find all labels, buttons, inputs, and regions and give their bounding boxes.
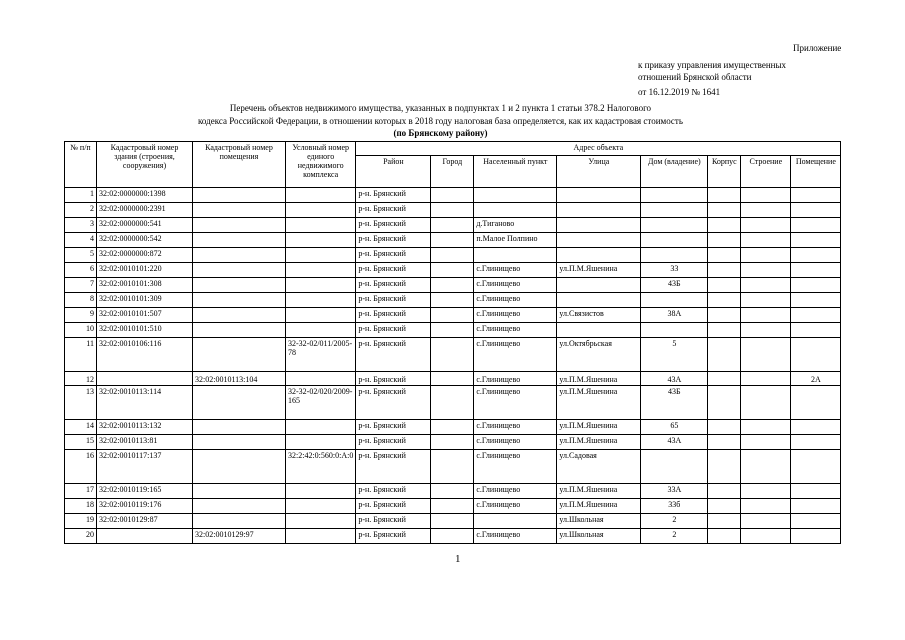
cell-structure: [741, 188, 791, 203]
cell-city: [431, 278, 474, 293]
cell-korpus: [708, 263, 741, 278]
cell-settlement: с.Глинищево: [474, 420, 557, 435]
cell-street: [557, 323, 641, 338]
cell-conditional-number: [286, 293, 356, 308]
cell-building-cadastral-number: 32:02:0010101:308: [97, 278, 193, 293]
table-row: [65, 386, 841, 420]
cell-room: [791, 233, 841, 248]
cell-conditional-number: [286, 372, 356, 386]
cell-settlement: с.Глинищево: [474, 372, 557, 386]
cell-conditional-number: [286, 529, 356, 544]
header-structure: Строение: [741, 156, 791, 188]
cell-settlement: с.Глинищево: [474, 263, 557, 278]
cell-room: [791, 323, 841, 338]
cell-building-cadastral-number: 32:02:0010101:510: [97, 323, 193, 338]
cell-district: р-н. Брянский: [356, 514, 431, 529]
cell-premise-cadastral-number: [193, 484, 286, 499]
table-row: [65, 435, 841, 450]
cell-settlement: с.Глинищево: [474, 308, 557, 323]
cell-district: р-н. Брянский: [356, 308, 431, 323]
cell-street: ул.П.М.Яшенина: [557, 386, 641, 420]
cell-house-number: 33: [641, 263, 708, 278]
order-date-number: от 16.12.2019 № 1641: [638, 87, 721, 97]
header-address: Адрес объекта: [356, 142, 841, 156]
header-house: Дом (владение): [641, 156, 708, 188]
cell-premise-cadastral-number: [193, 499, 286, 514]
header-korpus: Корпус: [708, 156, 741, 188]
cell-conditional-number: [286, 435, 356, 450]
cell-structure: [741, 248, 791, 263]
cell-building-cadastral-number: 32:02:0000000:872: [97, 248, 193, 263]
cell-structure: [741, 308, 791, 323]
cell-premise-cadastral-number: [193, 435, 286, 450]
cell-city: [431, 218, 474, 233]
header-num: № п/п: [65, 142, 97, 188]
cell-settlement: [474, 203, 557, 218]
cell-conditional-number: 32-32-02/011/2005-78: [286, 338, 356, 372]
cell-house-number: 43А: [641, 372, 708, 386]
cell-city: [431, 263, 474, 278]
cell-premise-cadastral-number: [193, 450, 286, 484]
cell-row-number: 18: [65, 499, 97, 514]
order-line-1: к приказу управления имущественных: [638, 60, 787, 70]
cell-district: р-н. Брянский: [356, 278, 431, 293]
cell-city: [431, 293, 474, 308]
cell-korpus: [708, 484, 741, 499]
cell-street: [557, 248, 641, 263]
cell-house-number: 5: [641, 338, 708, 372]
cell-row-number: 15: [65, 435, 97, 450]
cell-korpus: [708, 529, 741, 544]
cell-district: р-н. Брянский: [356, 484, 431, 499]
header-street: Улица: [557, 156, 641, 188]
cell-room: [791, 435, 841, 450]
cell-settlement: [474, 188, 557, 203]
cell-house-number: 43А: [641, 435, 708, 450]
cell-settlement: с.Глинищево: [474, 278, 557, 293]
cell-conditional-number: [286, 514, 356, 529]
cell-row-number: 17: [65, 484, 97, 499]
cell-street: ул.Связистов: [557, 308, 641, 323]
cell-district: р-н. Брянский: [356, 233, 431, 248]
cell-premise-cadastral-number: [193, 203, 286, 218]
table-row: [65, 263, 841, 278]
header-settlement: Населенный пункт: [474, 156, 557, 188]
cell-row-number: 16: [65, 450, 97, 484]
cell-row-number: 8: [65, 293, 97, 308]
table-row: [65, 218, 841, 233]
cell-city: [431, 386, 474, 420]
cell-building-cadastral-number: 32:02:0000000:541: [97, 218, 193, 233]
cell-city: [431, 308, 474, 323]
table-row: [65, 372, 841, 386]
cell-korpus: [708, 338, 741, 372]
cell-room: [791, 218, 841, 233]
cell-korpus: [708, 372, 741, 386]
cell-district: р-н. Брянский: [356, 323, 431, 338]
order-line-2: отношений Брянской области: [638, 72, 752, 82]
cell-district: р-н. Брянский: [356, 435, 431, 450]
cell-city: [431, 248, 474, 263]
cell-city: [431, 233, 474, 248]
table-row: [65, 514, 841, 529]
cell-settlement: с.Глинищево: [474, 323, 557, 338]
cell-premise-cadastral-number: [193, 323, 286, 338]
cell-room: [791, 203, 841, 218]
cell-conditional-number: [286, 188, 356, 203]
cell-korpus: [708, 435, 741, 450]
cell-street: ул.Школьная: [557, 529, 641, 544]
cell-settlement: с.Глинищево: [474, 338, 557, 372]
cell-room: [791, 308, 841, 323]
cell-district: р-н. Брянский: [356, 420, 431, 435]
cell-settlement: с.Глинищево: [474, 450, 557, 484]
cell-korpus: [708, 293, 741, 308]
cell-room: [791, 293, 841, 308]
cell-korpus: [708, 514, 741, 529]
cell-structure: [741, 499, 791, 514]
cell-building-cadastral-number: 32:02:0000000:2391: [97, 203, 193, 218]
cell-premise-cadastral-number: [193, 248, 286, 263]
cell-street: [557, 278, 641, 293]
cell-conditional-number: [286, 203, 356, 218]
cell-house-number: 2: [641, 529, 708, 544]
cell-structure: [741, 278, 791, 293]
cell-building-cadastral-number: 32:02:0010113:132: [97, 420, 193, 435]
cell-house-number: 33А: [641, 484, 708, 499]
cell-district: р-н. Брянский: [356, 450, 431, 484]
table-row: [65, 293, 841, 308]
cell-settlement: п.Малое Полпино: [474, 233, 557, 248]
cell-street: [557, 293, 641, 308]
property-table: [64, 141, 841, 544]
cell-korpus: [708, 450, 741, 484]
cell-premise-cadastral-number: [193, 386, 286, 420]
cell-structure: [741, 484, 791, 499]
cell-city: [431, 499, 474, 514]
table-row: [65, 308, 841, 323]
cell-row-number: 4: [65, 233, 97, 248]
cell-house-number: 65: [641, 420, 708, 435]
cell-district: р-н. Брянский: [356, 529, 431, 544]
cell-room: [791, 278, 841, 293]
cell-house-number: [641, 233, 708, 248]
cell-city: [431, 529, 474, 544]
cell-korpus: [708, 499, 741, 514]
cell-premise-cadastral-number: [193, 218, 286, 233]
header-premise: Кадастровый номер помещения: [193, 142, 286, 188]
cell-district: р-н. Брянский: [356, 263, 431, 278]
cell-row-number: 20: [65, 529, 97, 544]
cell-city: [431, 372, 474, 386]
cell-structure: [741, 233, 791, 248]
table-row: [65, 420, 841, 435]
cell-korpus: [708, 188, 741, 203]
cell-structure: [741, 323, 791, 338]
cell-conditional-number: [286, 233, 356, 248]
cell-district: р-н. Брянский: [356, 386, 431, 420]
cell-row-number: 13: [65, 386, 97, 420]
cell-street: ул.Октябрьская: [557, 338, 641, 372]
cell-district: р-н. Брянский: [356, 499, 431, 514]
cell-street: ул.П.М.Яшенина: [557, 435, 641, 450]
cell-korpus: [708, 218, 741, 233]
cell-city: [431, 514, 474, 529]
cell-house-number: 38А: [641, 308, 708, 323]
cell-room: 2А: [791, 372, 841, 386]
cell-street: [557, 188, 641, 203]
cell-district: р-н. Брянский: [356, 203, 431, 218]
cell-district: р-н. Брянский: [356, 372, 431, 386]
cell-city: [431, 338, 474, 372]
cell-row-number: 19: [65, 514, 97, 529]
cell-room: [791, 420, 841, 435]
cell-room: [791, 188, 841, 203]
cell-house-number: 2: [641, 514, 708, 529]
cell-settlement: с.Глинищево: [474, 386, 557, 420]
cell-premise-cadastral-number: [193, 514, 286, 529]
table-row: [65, 323, 841, 338]
cell-house-number: 33б: [641, 499, 708, 514]
cell-settlement: с.Глинищево: [474, 499, 557, 514]
table-row: [65, 484, 841, 499]
cell-row-number: 10: [65, 323, 97, 338]
cell-room: [791, 263, 841, 278]
table-row: [65, 450, 841, 484]
cell-building-cadastral-number: 32:02:0010113:114: [97, 386, 193, 420]
cell-building-cadastral-number: 32:02:0010119:165: [97, 484, 193, 499]
cell-row-number: 14: [65, 420, 97, 435]
cell-conditional-number: [286, 420, 356, 435]
cell-street: [557, 233, 641, 248]
cell-street: ул.П.М.Яшенина: [557, 499, 641, 514]
cell-room: [791, 386, 841, 420]
cell-structure: [741, 372, 791, 386]
cell-room: [791, 529, 841, 544]
cell-house-number: [641, 293, 708, 308]
cell-row-number: 7: [65, 278, 97, 293]
cell-structure: [741, 514, 791, 529]
cell-row-number: 2: [65, 203, 97, 218]
cell-street: [557, 218, 641, 233]
cell-premise-cadastral-number: [193, 308, 286, 323]
document-title-line-2: кодекса Российской Федерации, в отношении которых в 2018 году налоговая база определяется, как их кадастровая стоимость: [198, 116, 683, 126]
header-city: Город: [431, 156, 474, 188]
cell-settlement: с.Глинищево: [474, 435, 557, 450]
cell-city: [431, 188, 474, 203]
page-number: 1: [455, 553, 461, 565]
table-row: [65, 278, 841, 293]
table-row: [65, 338, 841, 372]
cell-structure: [741, 263, 791, 278]
cell-house-number: [641, 248, 708, 263]
header-conditional: Условный номер единого недвижимого комплекса: [286, 142, 356, 188]
cell-building-cadastral-number: 32:02:0010119:176: [97, 499, 193, 514]
cell-house-number: 43Б: [641, 278, 708, 293]
cell-city: [431, 450, 474, 484]
cell-structure: [741, 218, 791, 233]
cell-structure: [741, 529, 791, 544]
cell-settlement: [474, 248, 557, 263]
cell-building-cadastral-number: 32:02:0000000:1398: [97, 188, 193, 203]
cell-conditional-number: [286, 248, 356, 263]
cell-row-number: 6: [65, 263, 97, 278]
cell-conditional-number: [286, 499, 356, 514]
cell-district: р-н. Брянский: [356, 248, 431, 263]
cell-building-cadastral-number: 32:02:0010101:220: [97, 263, 193, 278]
cell-street: ул.П.М.Яшенина: [557, 372, 641, 386]
cell-room: [791, 450, 841, 484]
cell-row-number: 3: [65, 218, 97, 233]
cell-settlement: д.Тиганово: [474, 218, 557, 233]
cell-structure: [741, 420, 791, 435]
cell-korpus: [708, 308, 741, 323]
cell-row-number: 12: [65, 372, 97, 386]
cell-structure: [741, 435, 791, 450]
cell-building-cadastral-number: 32:02:0010129:87: [97, 514, 193, 529]
cell-district: р-н. Брянский: [356, 338, 431, 372]
cell-building-cadastral-number: 32:02:0000000:542: [97, 233, 193, 248]
cell-premise-cadastral-number: [193, 278, 286, 293]
cell-korpus: [708, 203, 741, 218]
cell-settlement: с.Глинищево: [474, 529, 557, 544]
cell-city: [431, 420, 474, 435]
table-row: [65, 499, 841, 514]
cell-korpus: [708, 248, 741, 263]
cell-building-cadastral-number: 32:02:0010106:116: [97, 338, 193, 372]
cell-conditional-number: [286, 278, 356, 293]
cell-korpus: [708, 386, 741, 420]
cell-room: [791, 338, 841, 372]
cell-city: [431, 484, 474, 499]
cell-house-number: [641, 203, 708, 218]
table-row: [65, 203, 841, 218]
appendix-label: Приложение: [793, 43, 842, 53]
cell-building-cadastral-number: [97, 529, 193, 544]
cell-street: [557, 203, 641, 218]
cell-room: [791, 484, 841, 499]
cell-korpus: [708, 420, 741, 435]
cell-settlement: с.Глинищево: [474, 484, 557, 499]
cell-street: ул.П.М.Яшенина: [557, 484, 641, 499]
cell-conditional-number: [286, 308, 356, 323]
cell-structure: [741, 203, 791, 218]
cell-conditional-number: [286, 484, 356, 499]
cell-premise-cadastral-number: 32:02:0010129:97: [193, 529, 286, 544]
cell-row-number: 9: [65, 308, 97, 323]
cell-conditional-number: 32:2:42:0:560:0:А:0: [286, 450, 356, 484]
cell-house-number: [641, 323, 708, 338]
header-room: Помещение: [791, 156, 841, 188]
cell-structure: [741, 386, 791, 420]
cell-settlement: [474, 514, 557, 529]
cell-city: [431, 323, 474, 338]
cell-conditional-number: 32-32-02/020/2009-165: [286, 386, 356, 420]
table-row: [65, 529, 841, 544]
cell-house-number: [641, 450, 708, 484]
cell-city: [431, 435, 474, 450]
cell-room: [791, 248, 841, 263]
cell-building-cadastral-number: 32:02:0010101:309: [97, 293, 193, 308]
cell-building-cadastral-number: [97, 372, 193, 386]
cell-house-number: 43Б: [641, 386, 708, 420]
cell-city: [431, 203, 474, 218]
document-title-line-1: Перечень объектов недвижимого имущества, указанных в подпунктах 1 и 2 пункта 1 статьи 378.2 Налогового: [229, 103, 652, 113]
cell-settlement: с.Глинищево: [474, 293, 557, 308]
cell-premise-cadastral-number: [193, 420, 286, 435]
document-title-district: (по Брянскому району): [393, 128, 488, 138]
cell-structure: [741, 450, 791, 484]
cell-premise-cadastral-number: [193, 263, 286, 278]
cell-structure: [741, 293, 791, 308]
cell-building-cadastral-number: 32:02:0010113:81: [97, 435, 193, 450]
cell-building-cadastral-number: 32:02:0010101:507: [97, 308, 193, 323]
cell-street: ул.Садовая: [557, 450, 641, 484]
cell-conditional-number: [286, 218, 356, 233]
cell-row-number: 11: [65, 338, 97, 372]
cell-korpus: [708, 278, 741, 293]
cell-house-number: [641, 218, 708, 233]
table-row: [65, 188, 841, 203]
cell-premise-cadastral-number: [193, 338, 286, 372]
table-row: [65, 248, 841, 263]
table-row: [65, 233, 841, 248]
cell-room: [791, 499, 841, 514]
header-district: Район: [356, 156, 431, 188]
cell-korpus: [708, 233, 741, 248]
cell-korpus: [708, 323, 741, 338]
cell-premise-cadastral-number: [193, 293, 286, 308]
cell-district: р-н. Брянский: [356, 293, 431, 308]
cell-district: р-н. Брянский: [356, 218, 431, 233]
cell-premise-cadastral-number: 32:02:0010113:104: [193, 372, 286, 386]
cell-district: р-н. Брянский: [356, 188, 431, 203]
cell-conditional-number: [286, 263, 356, 278]
cell-street: ул.Школьная: [557, 514, 641, 529]
header-building: Кадастровый номер здания (строения, сооружения): [97, 142, 193, 188]
cell-building-cadastral-number: 32:02:0010117:137: [97, 450, 193, 484]
cell-conditional-number: [286, 323, 356, 338]
cell-premise-cadastral-number: [193, 188, 286, 203]
cell-premise-cadastral-number: [193, 233, 286, 248]
cell-house-number: [641, 188, 708, 203]
cell-row-number: 1: [65, 188, 97, 203]
cell-room: [791, 514, 841, 529]
cell-row-number: 5: [65, 248, 97, 263]
cell-street: ул.П.М.Яшенина: [557, 420, 641, 435]
cell-structure: [741, 338, 791, 372]
cell-street: ул.П.М.Яшенина: [557, 263, 641, 278]
